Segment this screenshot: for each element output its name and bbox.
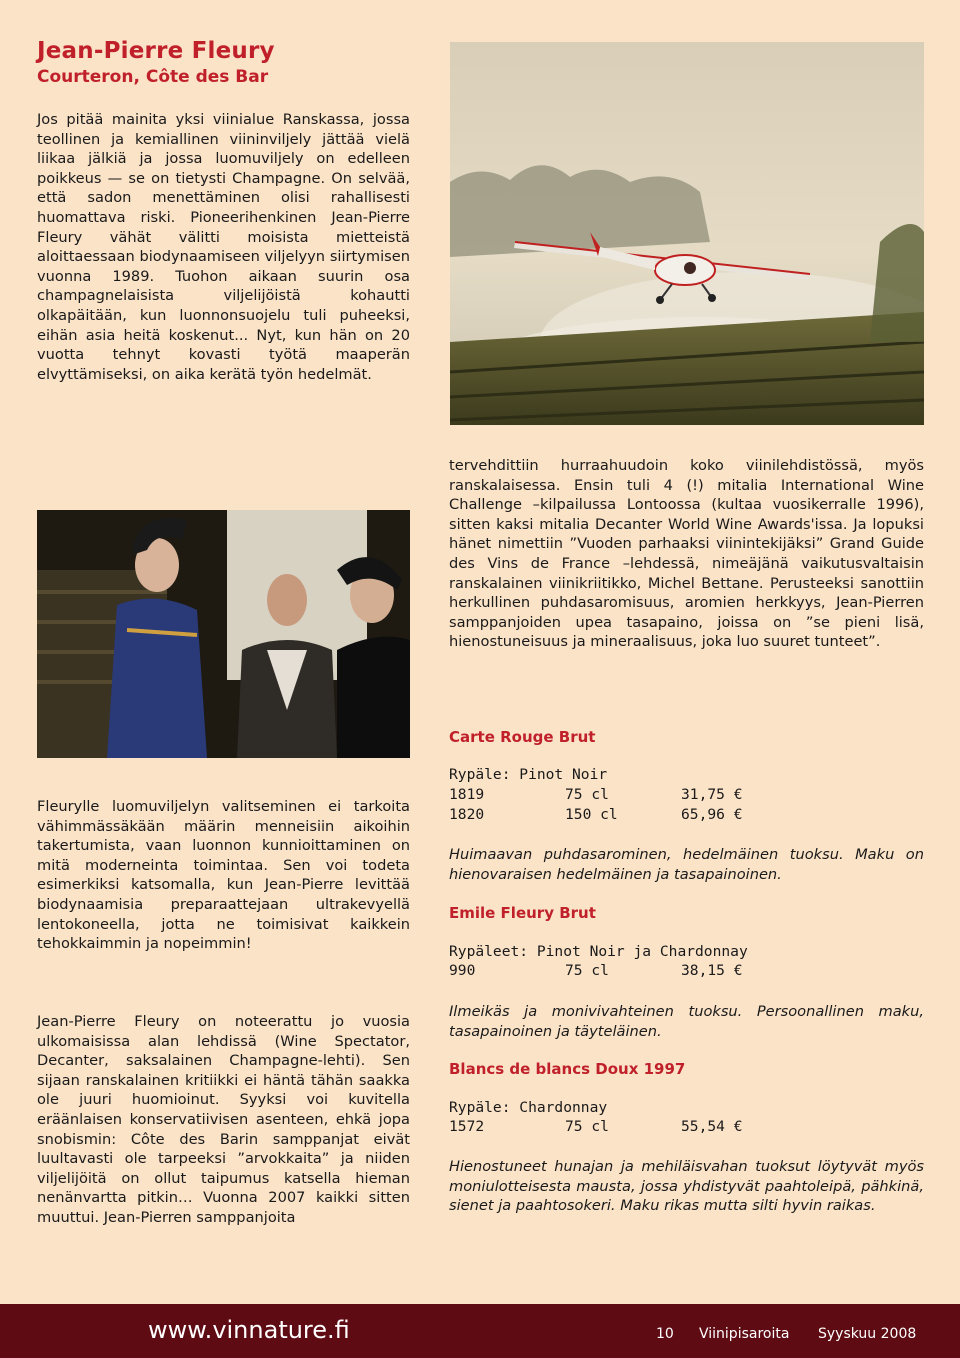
plane-photo bbox=[450, 42, 924, 425]
product-code: 1572 bbox=[449, 1118, 485, 1135]
product-code: 1820 bbox=[449, 806, 485, 823]
bottle-size: 75 cl bbox=[565, 1118, 609, 1135]
price: 31,75 € bbox=[681, 786, 743, 803]
wine-grapes: Rypäleet: Pinot Noir ja Chardonnay bbox=[449, 943, 748, 960]
tasting-note: Ilmeikäs ja monivivahteinen tuoksu. Persoonallinen maku, tasapainoinen ja täyteläinen. bbox=[449, 1003, 924, 1040]
tasting-note: Huimaavan puhdasarominen, hedelmäinen tuoksu. Maku on hienovaraisen hedelmäinen ja tasapainoinen. bbox=[449, 846, 924, 883]
footer-url[interactable]: www.vinnature.fi bbox=[148, 1316, 350, 1344]
issue-date: Syyskuu 2008 bbox=[818, 1326, 917, 1342]
awards-paragraph: tervehdittiin hurraahuudoin koko viinilehdistössä, myös ranskalaisessa. Ensin tuli 4 (!) mitalia International Wine Challenge –kilpailussa Lontoossa (kultaa vuosikerralle 1996), sitten kaksi mitalia Decanter World Wine Awards'issa. Ja lopuksi hänet nimettiin ”Vuoden parhaaksi viinintekijäksi” Grand Guide des Vins de France –lehdessä, nimeäjänä vaikutusvaltaisin ranskalainen viinikriitikko, Michel Bettane. Perusteeksi sanottiin herkullinen puhdasaromisuus, aromien herkkyys, Jean-Pierren samppanjoiden upea tasapaino, joissa on ”se pieni lisä, hienostuneisuus ja mineraalisuus, joka luo suuret tunteet”. bbox=[449, 457, 924, 651]
wine-name: Emile Fleury Brut bbox=[449, 904, 596, 922]
bottle-size: 150 cl bbox=[565, 806, 618, 823]
wine-name: Blancs de blancs Doux 1997 bbox=[449, 1060, 686, 1078]
wine-grapes: Rypäle: Chardonnay bbox=[449, 1099, 608, 1116]
tasting-note: Hienostuneet hunajan ja mehiläisvahan tuoksut löytyvät myös moniulotteisesta mausta, jossa yhdistyvät paahtoleipä, pähkinä, sienet ja paahtosokeri. Maku rikas mutta silti hyvin raikas. bbox=[449, 1158, 924, 1215]
price: 55,54 € bbox=[681, 1118, 743, 1135]
article-subtitle: Courteron, Côte des Bar bbox=[37, 67, 269, 87]
cellar-photo bbox=[37, 510, 410, 758]
page-number: 10 bbox=[656, 1326, 674, 1342]
price: 38,15 € bbox=[681, 962, 743, 979]
organic-paragraph: Fleurylle luomuviljelyn valitseminen ei tarkoita vähimmässäkään määrin menneisiin aikoihin takertumista, vaan luonnon kunnioittaminen on mitä moderneinta toimintaa. Sen voi todeta esimerkiksi katsomalla, kun Jean-Pierre levittää biodynaamisia preparaattejaan ultrakevyellä lentokoneella, jotta ne toimisivat kaikkein tehokkaimmin ja nopeimmin! bbox=[37, 798, 410, 953]
price: 65,96 € bbox=[681, 806, 743, 823]
wine-name: Carte Rouge Brut bbox=[449, 728, 596, 746]
product-code: 1819 bbox=[449, 786, 485, 803]
wine-grapes: Rypäle: Pinot Noir bbox=[449, 766, 608, 783]
product-code: 990 bbox=[449, 962, 476, 979]
reputation-paragraph: Jean-Pierre Fleury on noteerattu jo vuosia ulkomaisissa alan lehdissä (Wine Spectator, Decanter, saksalainen Champagne-lehti). Sen sijaan ranskalainen kritiikki ei häntä tähän saakka ole juuri huomioinut. Syyksi voi kuvitella eräänlaisen konservatiivisen asenteen, ehkä jopa snobismin: Côte des Barin samppanjat eivät luultavasti ole tarpeeksi ”arvokkaita” ja niiden viljelijöitä on ollut taipumus katsella hieman nenänvartta pitkin… Vuonna 2007 kaikki sitten muuttui. Jean-Pierren samppanjoita bbox=[37, 1013, 410, 1226]
intro-paragraph: Jos pitää mainita yksi viinialue Ranskassa, jossa teollinen ja kemiallinen viininviljely jättää vielä liikaa jälkiä ja jossa luomuviljely on edelleen poikkeus — se on tietysti Champagne. On selvää, että sadon menettäminen olisi rahallisesti huomattava riski. Pioneerihenkinen Jean-Pierre Fleury vähät välitti moisista mietteistä aloittaessaan biodynaamiseen viljelyyn siirtymisen vuonna 1989. Tuohon aikaan suurin osa champagnelaisista viljelijöistä kohautti olkapäitään, kun luonnonsuojelu tuli puheeksi, eihän asia heitä koskenut... Nyt, kun hän on 20 vuotta tehnyt kovasti työtä maaperän elvyttämiseksi, on aika kerätä työn hedelmät. bbox=[37, 111, 410, 383]
publication-name: Viinipisaroita bbox=[699, 1326, 790, 1342]
footer-bar bbox=[0, 1304, 960, 1358]
article-title: Jean-Pierre Fleury bbox=[37, 38, 275, 64]
bottle-size: 75 cl bbox=[565, 962, 609, 979]
bottle-size: 75 cl bbox=[565, 786, 609, 803]
